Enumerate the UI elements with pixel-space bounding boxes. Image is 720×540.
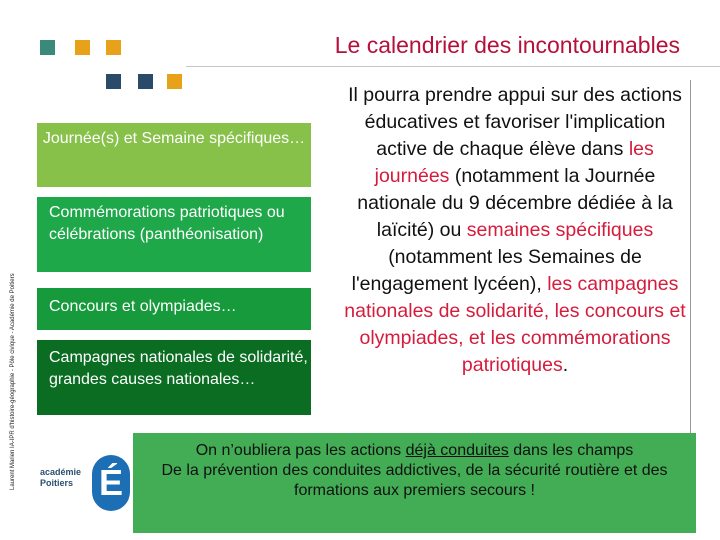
text-part: .	[562, 354, 569, 376]
title-divider	[186, 66, 720, 67]
reminder-text: On n’oubliera pas les actions	[195, 442, 406, 459]
event-box-journees	[37, 123, 311, 187]
event-box-campagnes	[37, 340, 311, 415]
highlight-text: les campagnes nationales de solidarité, les concours et olympiades, et les commémorations patriotiques	[344, 273, 686, 376]
sidebar-credit: Laurent Marien IA-IPR d'histoire-géographie - Pôle civique - Académie de Poitiers	[10, 273, 16, 490]
text-part: (notamment les Semaines de l'engagement lycéen),	[351, 246, 642, 295]
event-box-concours	[37, 288, 311, 330]
decor-square	[40, 40, 55, 55]
logo-mark: É	[92, 455, 130, 511]
highlight-text: semaines spécifiques	[466, 219, 654, 241]
event-box-label: Campagnes nationales de solidarité, grandes causes nationales…	[49, 349, 308, 388]
description-paragraph	[340, 82, 690, 379]
event-box-label: Journée(s) et Semaine spécifiques…	[42, 130, 306, 147]
event-box-commemorations	[37, 197, 311, 272]
reminder-underline: déjà conduites	[405, 442, 509, 459]
decor-square	[167, 74, 182, 89]
logo-line: académie	[40, 467, 82, 477]
reminder-text: dans les champs	[508, 442, 634, 459]
logo-line: Poitiers	[40, 478, 74, 488]
decor-square	[75, 40, 90, 55]
academie-logo	[40, 455, 130, 515]
bracket-line	[690, 80, 691, 440]
decor-square	[106, 40, 121, 55]
highlight-text: les journées	[374, 138, 654, 187]
text-part: Il pourra prendre appui sur des actions éducatives et favoriser l'implication active de chaque élève dans	[348, 84, 682, 160]
reminder-box	[133, 433, 696, 533]
text-part: (notamment la Journée nationale du 9 décembre dédiée à la laïcité) ou	[357, 165, 673, 241]
reminder-line: De la prévention des conduites addictives, de la sécurité routière et des formations aux premiers secours !	[161, 462, 668, 499]
decor-square	[138, 74, 153, 89]
page-title: Le calendrier des incontournables	[334, 32, 680, 58]
event-box-label: Concours et olympiades…	[49, 298, 237, 315]
event-box-label: Commémorations patriotiques ou célébrations (panthéonisation)	[49, 204, 285, 243]
decor-square	[106, 74, 121, 89]
